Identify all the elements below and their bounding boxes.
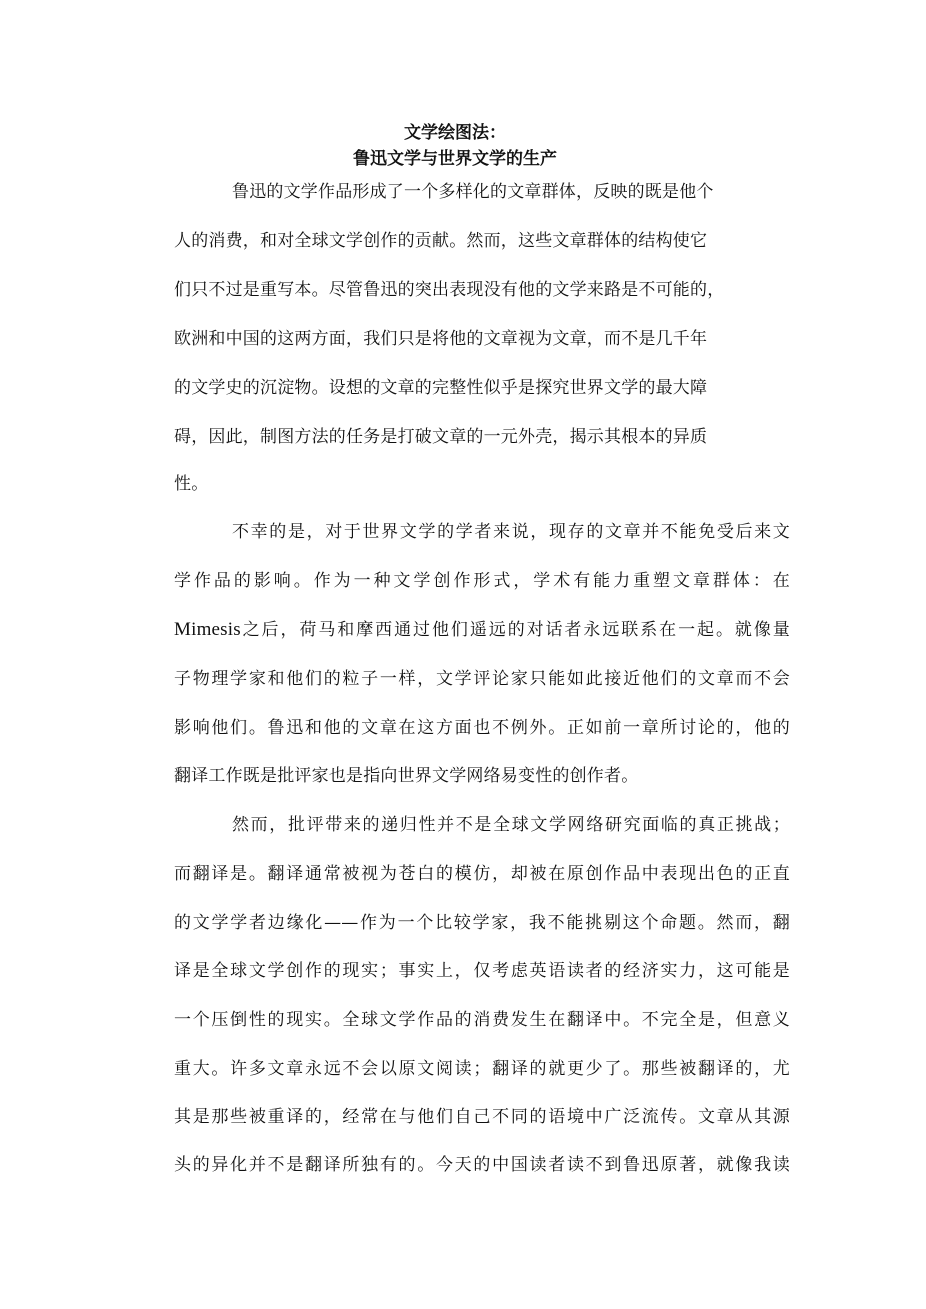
paragraph-2-line-3-text: 之后，荷马和摩西通过他们遥远的对话者永远联系在一起。就像量 (240, 620, 790, 640)
title-line-2: 鲁迅文学与世界文学的生产 (353, 149, 557, 169)
paragraph-3-line-1: 然而，批评带来的递归性并不是全球文学网络研究面临的真正挑战； (232, 815, 790, 835)
paragraph-1-line-2: 人的消费，和对全球文学创作的贡献。然而，这些文章群体的结构使它 (174, 231, 708, 251)
paragraph-3-line-4: 译是全球文学创作的现实；事实上，仅考虑英语读者的经济实力，这可能是 (174, 961, 790, 981)
title-line-1: 文学绘图法： (404, 123, 506, 143)
paragraph-2-line-1: 不幸的是，对于世界文学的学者来说，现存的文章并不能免受后来文 (232, 522, 790, 542)
paragraph-1-line-7: 性。 (174, 474, 209, 494)
paragraph-1-line-5: 的文学史的沉淀物。设想的文章的完整性似乎是探究世界文学的最大障 (174, 378, 708, 398)
paragraph-3-line-8: 头的异化并不是翻译所独有的。今天的中国读者读不到鲁迅原著，就像我读 (174, 1155, 790, 1175)
paragraph-1-line-4: 欧洲和中国的这两方面，我们只是将他的文章视为文章，而不是几千年 (174, 329, 708, 349)
paragraph-2-line-5: 影响他们。鲁迅和他的文章在这方面也不例外。正如前一章所讨论的，他的 (174, 718, 790, 738)
paragraph-2-line-4: 子物理学家和他们的粒子一样，文学评论家只能如此接近他们的文章而不会 (174, 669, 790, 689)
document-title (0, 120, 926, 172)
paragraph-3-line-6: 重大。许多文章永远不会以原文阅读；翻译的就更少了。那些被翻译的，尤 (174, 1059, 790, 1079)
paragraph-2-line-2: 学作品的影响。作为一种文学创作形式，学术有能力重塑文章群体：在 (174, 571, 790, 591)
paragraph-3-line-7: 其是那些被重译的，经常在与他们自己不同的语境中广泛流传。文章从其源 (174, 1107, 790, 1127)
paragraph-3-line-5: 一个压倒性的现实。全球文学作品的消费发生在翻译中。不完全是，但意义 (174, 1010, 790, 1030)
paragraph-2-line-3 (174, 620, 790, 640)
paragraph-3-line-3: 的文学学者边缘化——作为一个比较学家，我不能挑剔这个命题。然而，翻 (174, 913, 790, 933)
paragraph-1-line-3: 们只不过是重写本。尽管鲁迅的突出表现没有他的文学来路是不可能的， (174, 280, 725, 300)
paragraph-2-line-6: 翻译工作既是批评家也是指向世界文学网络易变性的创作者。 (174, 766, 639, 786)
paragraph-3-line-2: 而翻译是。翻译通常被视为苍白的模仿，却被在原创作品中表现出色的正直 (174, 864, 790, 884)
latin-word-mimesis: Mimesis (174, 619, 241, 640)
paragraph-1-line-1: 鲁迅的文学作品形成了一个多样化的文章群体，反映的既是他个 (232, 182, 714, 202)
paragraph-1-line-6: 碍，因此，制图方法的任务是打破文章的一元外壳，揭示其根本的异质 (174, 427, 708, 447)
